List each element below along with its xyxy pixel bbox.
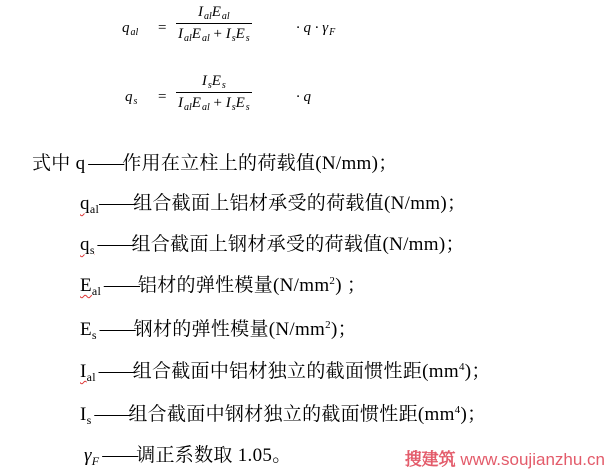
formula-1-equals: =	[158, 20, 167, 36]
formula-2-denominator: $I_{al}E_{al} + I_sE_s$	[178, 95, 250, 113]
formula-2-lhs: $q_s$	[125, 89, 138, 107]
formula-1-tail: · $q \cdot \gamma_F$	[296, 20, 336, 38]
definition-e-al: $E_{al}$ ——铝材的弹性模量$(N/mm^2)$ ；	[80, 275, 367, 298]
definition-q-al: $q_{al}——$组合截面上铝材承受的荷载值(N/mm)；	[80, 193, 467, 216]
definition-i-al: $I_{al}$ ——组合截面中铝材独立的截面惯性距$(mm^4)$；	[80, 361, 491, 384]
definition-q-s: $q_s$ ——组合截面上钢材承受的荷载值(N/mm)；	[80, 234, 465, 257]
formula-2-tail: · q	[296, 89, 311, 105]
formula-1-numerator: $I_{al}E_{al}$	[197, 4, 230, 22]
formula-1-lhs: $q_{al}$	[122, 20, 139, 38]
formula-1-fraction-bar	[176, 23, 252, 24]
formula-1-fraction	[176, 4, 252, 44]
definition-i-s: $I_s$ ——组合截面中钢材独立的截面惯性距$(mm^4)$；	[80, 404, 487, 427]
formula-1-denominator: $I_{al}E_{al} + I_sE_s$	[178, 26, 250, 44]
watermark: 搜建筑 www.soujianzhu.cn	[404, 450, 605, 469]
formula-2-fraction	[176, 73, 252, 113]
formula-2-fraction-bar	[176, 92, 252, 93]
definition-e-s: $E_s$ ——钢材的弹性模量$(N/mm^2)$；	[80, 319, 357, 342]
definition-q: 式中 q ——作用在立柱上的荷载值(N/mm)；	[32, 153, 398, 174]
formula-2-numerator: $I_sE_s$	[201, 73, 226, 91]
definition-gamma-f: $\gamma_F$ ——调正系数取 1.05。	[84, 445, 292, 468]
formula-2-equals: =	[158, 89, 167, 105]
